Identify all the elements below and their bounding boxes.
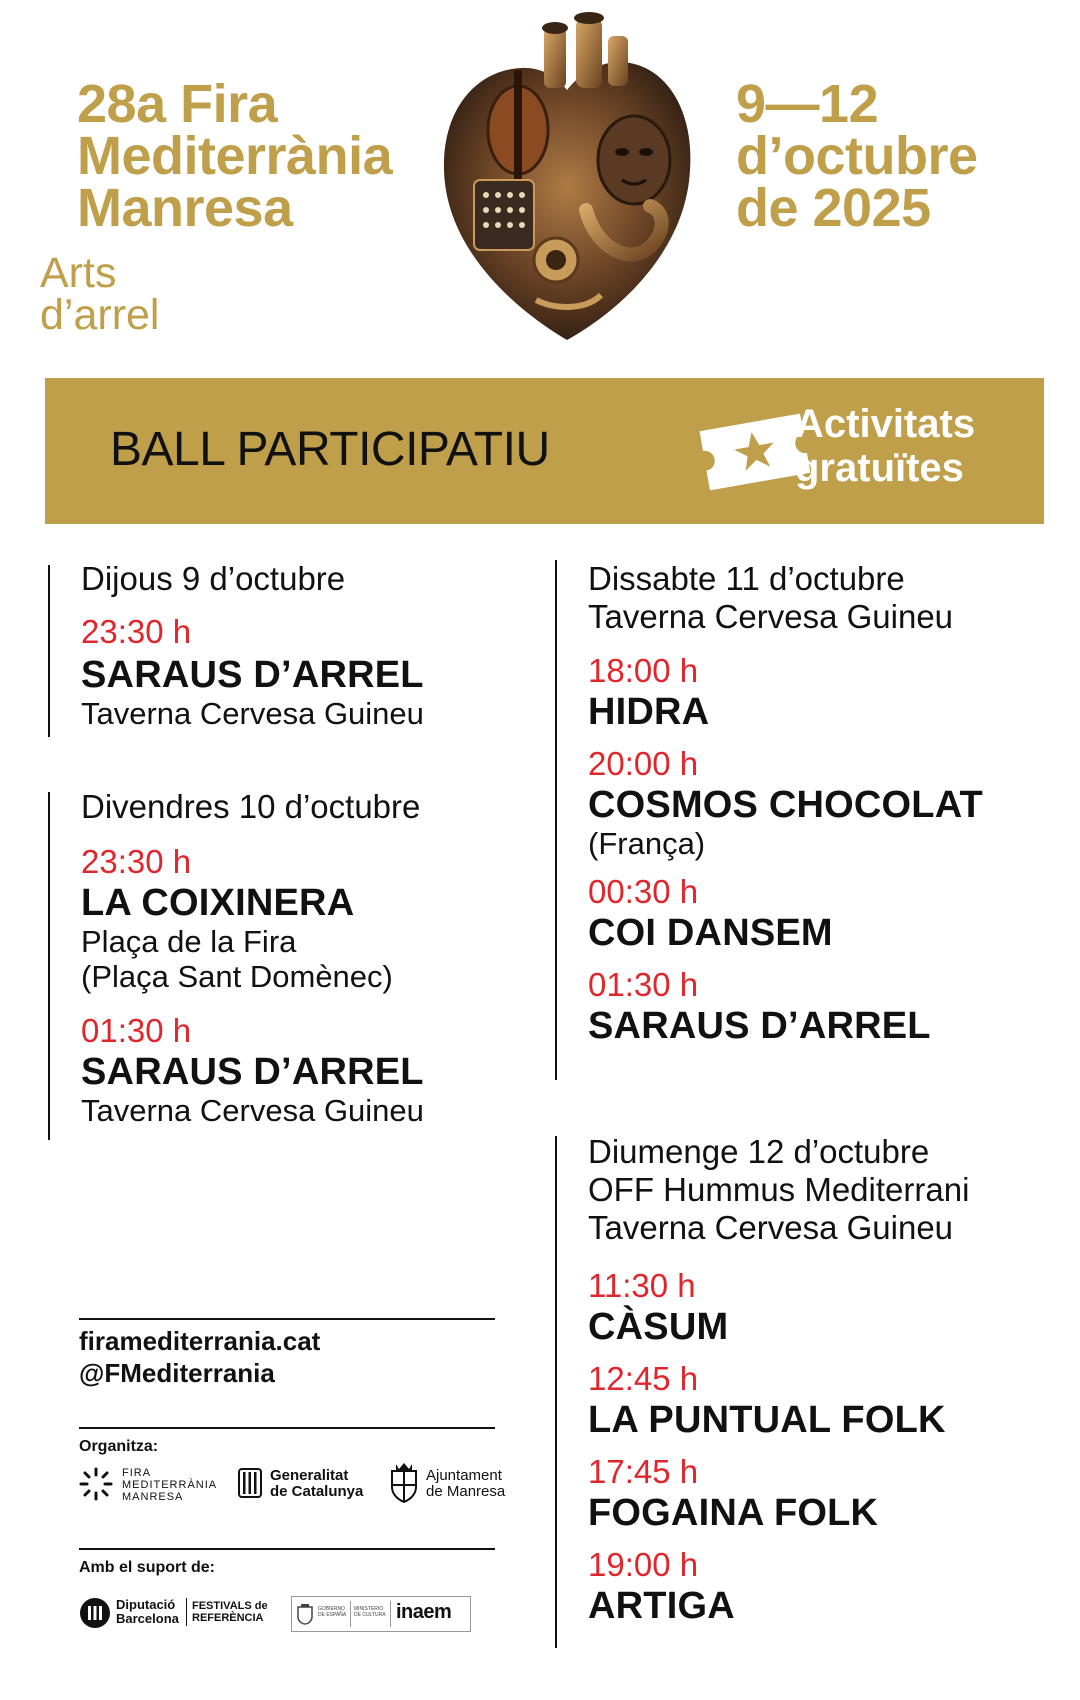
day-block-thursday bbox=[81, 560, 424, 731]
ajuntament-logo-text bbox=[426, 1468, 505, 1500]
day-heading: Divendres 10 d’octubre bbox=[81, 788, 421, 825]
gobierno-text bbox=[318, 1606, 346, 1618]
logo-line: GOBIERNO bbox=[318, 1606, 345, 1612]
ball-participatiu-banner bbox=[45, 378, 1044, 524]
event-time: 20:00 h bbox=[588, 745, 699, 782]
event-time: 12:45 h bbox=[588, 1360, 699, 1397]
diputacio-logo-text bbox=[116, 1598, 179, 1626]
day-divider bbox=[48, 792, 50, 1140]
day-divider bbox=[555, 560, 557, 1080]
title-line: Mediterrània bbox=[77, 126, 393, 186]
event-act: FOGAINA FOLK bbox=[588, 1492, 879, 1534]
logo-line: REFERÈNCIA bbox=[192, 1612, 264, 1624]
event-time: 19:00 h bbox=[588, 1546, 699, 1583]
festival-title bbox=[77, 74, 393, 238]
event-time: 01:30 h bbox=[588, 966, 699, 1003]
festivals-logo-text bbox=[192, 1600, 268, 1624]
footer-divider bbox=[79, 1548, 495, 1550]
event-venue: Taverna Cervesa Guineu bbox=[81, 1093, 424, 1128]
day-venue: Taverna Cervesa Guineu bbox=[588, 1209, 954, 1246]
title-line: Manresa bbox=[77, 178, 293, 238]
event-act: SARAUS D’ARREL bbox=[588, 1005, 931, 1047]
event-act: COSMOS CHOCOLAT bbox=[588, 784, 983, 826]
diputacio-logo-icon bbox=[79, 1597, 111, 1629]
title-line: 28a Fira bbox=[77, 74, 278, 134]
event-act: COI DANSEM bbox=[588, 912, 833, 954]
date-line: d’octubre bbox=[736, 126, 978, 186]
event-note: (França) bbox=[588, 826, 706, 861]
day-block-friday bbox=[81, 788, 424, 1128]
footer-divider bbox=[79, 1427, 495, 1429]
event-act: LA COIXINERA bbox=[81, 882, 355, 924]
support-label: Amb el suport de: bbox=[79, 1559, 216, 1576]
day-block-sunday bbox=[588, 1133, 969, 1627]
date-line: 9—12 bbox=[736, 74, 879, 134]
logo-separator bbox=[350, 1601, 351, 1627]
ajuntament-logo-icon bbox=[387, 1461, 421, 1503]
event-act: CÀSUM bbox=[588, 1306, 729, 1348]
day-heading: Dijous 9 d’octubre bbox=[81, 560, 346, 597]
logo-line: DE ESPAÑA bbox=[318, 1612, 347, 1618]
event-time: 23:30 h bbox=[81, 843, 192, 880]
spain-crest-icon bbox=[296, 1603, 314, 1625]
event-act: ARTIGA bbox=[588, 1585, 735, 1627]
day-divider bbox=[555, 1136, 557, 1648]
event-time: 00:30 h bbox=[588, 873, 699, 910]
inaem-text: inaem bbox=[396, 1601, 452, 1623]
logo-line: FESTIVALS de bbox=[192, 1600, 268, 1612]
day-heading: Diumenge 12 d’octubre bbox=[588, 1133, 930, 1170]
free-activities-label bbox=[795, 402, 975, 490]
logo-line: FIRA bbox=[122, 1467, 152, 1479]
generalitat-logo-icon bbox=[238, 1468, 262, 1498]
logo-line: de Manresa bbox=[426, 1483, 506, 1500]
free-line: Activitats bbox=[795, 402, 976, 446]
event-act: SARAUS D’ARREL bbox=[81, 1051, 424, 1093]
festival-subtitle bbox=[40, 249, 160, 339]
logo-line: MEDITERRÀNIA bbox=[122, 1479, 218, 1491]
day-venue: Taverna Cervesa Guineu bbox=[588, 598, 954, 635]
logo-line: Generalitat bbox=[270, 1467, 349, 1484]
logo-line: DE CULTURA bbox=[354, 1612, 386, 1618]
logo-line: Ajuntament bbox=[426, 1467, 502, 1484]
organizer-label: Organitza: bbox=[79, 1438, 159, 1455]
social-handle[interactable]: @FMediterrania bbox=[79, 1358, 275, 1388]
fira-logo-text bbox=[122, 1467, 217, 1503]
logo-line: MANRESA bbox=[122, 1491, 184, 1503]
fira-logo-icon bbox=[79, 1467, 113, 1501]
logo-separator bbox=[390, 1601, 391, 1627]
festival-dates bbox=[736, 74, 978, 238]
event-time: 17:45 h bbox=[588, 1453, 699, 1490]
event-time: 01:30 h bbox=[81, 1012, 192, 1049]
free-line: gratuïtes bbox=[795, 446, 964, 490]
event-venue: Taverna Cervesa Guineu bbox=[81, 696, 424, 731]
day-heading: Dissabte 11 d’octubre bbox=[588, 560, 905, 597]
event-act: HIDRA bbox=[588, 691, 710, 733]
logo-line: de Catalunya bbox=[270, 1483, 364, 1500]
logo-line: Barcelona bbox=[116, 1611, 179, 1626]
event-venue: Plaça de la Fira bbox=[81, 924, 297, 959]
logo-separator bbox=[186, 1598, 187, 1626]
event-act: LA PUNTUAL FOLK bbox=[588, 1399, 946, 1441]
day-block-saturday bbox=[588, 560, 983, 1047]
date-line: de 2025 bbox=[736, 178, 931, 238]
subtitle-line: Arts bbox=[40, 249, 117, 297]
footer-divider bbox=[79, 1318, 495, 1320]
banner-title: BALL PARTICIPATIU bbox=[110, 423, 550, 476]
website-link[interactable]: firamediterrania.cat bbox=[79, 1326, 321, 1356]
day-venue: OFF Hummus Mediterrani bbox=[588, 1171, 970, 1208]
inaem-logo-box bbox=[291, 1596, 471, 1632]
ministerio-text bbox=[354, 1606, 386, 1618]
logo-line: Diputació bbox=[116, 1597, 176, 1612]
subtitle-line: d’arrel bbox=[40, 291, 160, 339]
logo-line: MINISTERIO bbox=[354, 1606, 384, 1612]
event-time: 18:00 h bbox=[588, 652, 699, 689]
generalitat-logo-text bbox=[270, 1468, 363, 1500]
event-time: 23:30 h bbox=[81, 613, 192, 650]
event-act: SARAUS D’ARREL bbox=[81, 654, 424, 696]
event-venue: (Plaça Sant Domènec) bbox=[81, 959, 393, 994]
event-time: 11:30 h bbox=[588, 1267, 696, 1304]
day-divider bbox=[48, 565, 50, 737]
instrument-heart-illustration bbox=[436, 10, 698, 350]
